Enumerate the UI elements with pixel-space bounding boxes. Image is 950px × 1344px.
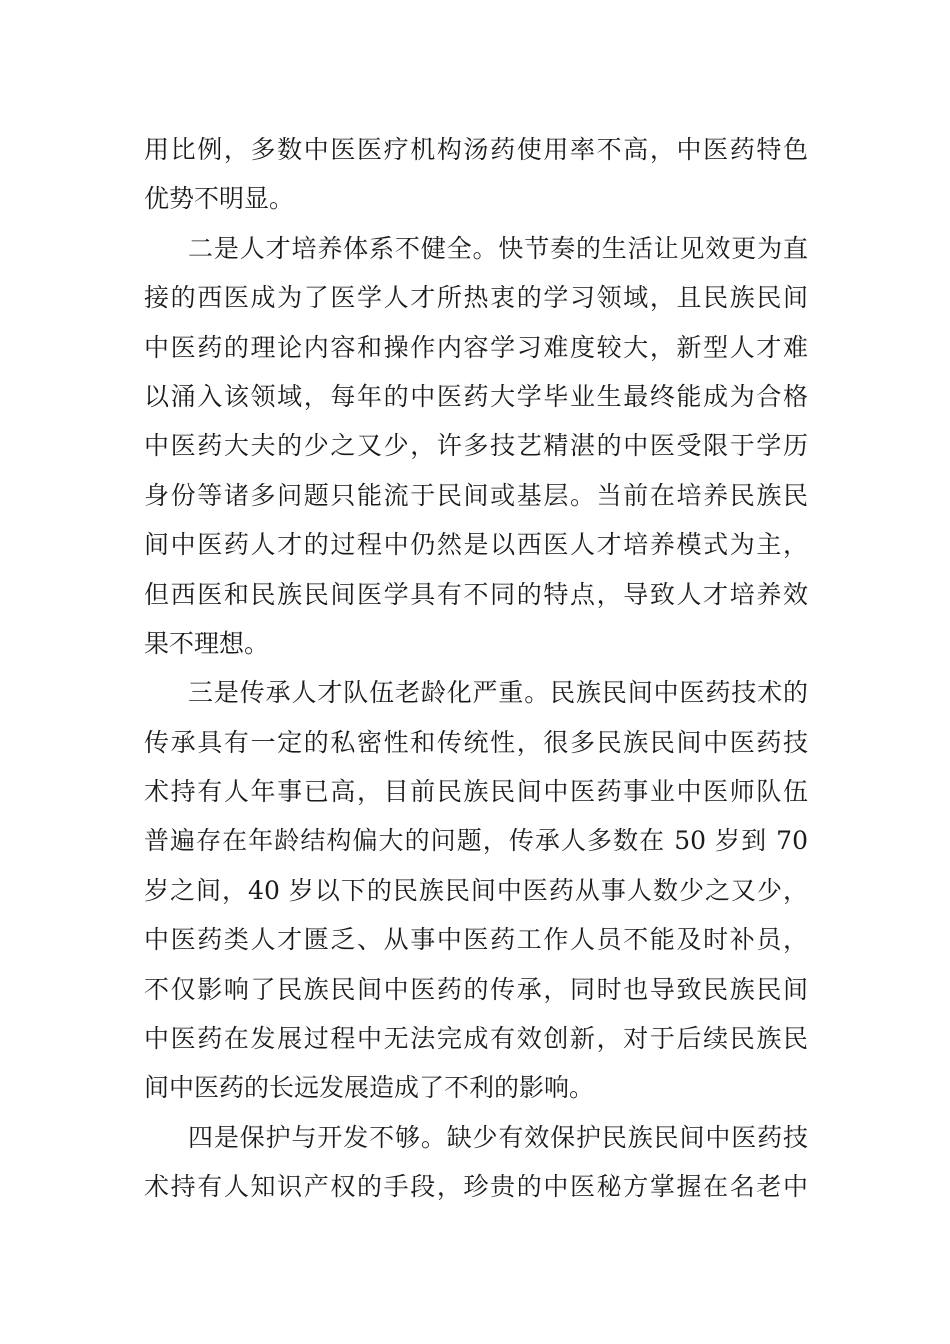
text-line: 术持有人年事已高，目前民族民间中医药事业中医师队伍 <box>144 777 808 807</box>
text-line: 术持有人知识产权的手段，珍贵的中医秘方掌握在名老中 <box>144 1172 808 1202</box>
text-line: 接的西医成为了医学人才所热衷的学习领域，且民族民间 <box>144 283 808 313</box>
paragraph-first-line: 四是保护与开发不够。缺少有效保护民族民间中医药技 <box>188 1122 808 1152</box>
text-line: 不仅影响了民族民间中医药的传承，同时也导致民族民间 <box>144 974 808 1004</box>
body-text <box>144 125 808 1212</box>
text-line: 用比例，多数中医医疗机构汤药使用率不高，中医药特色 <box>144 135 808 164</box>
text-line: 间中医药人才的过程中仍然是以西医人才培养模式为主， <box>144 530 808 560</box>
text-line: 果不理想。 <box>144 628 270 658</box>
text-line: 岁之间，40 岁以下的民族民间中医药从事人数少之又少， <box>144 875 808 905</box>
paragraph-first-line: 三是传承人才队伍老龄化严重。民族民间中医药技术的 <box>188 678 808 708</box>
text-line: 普遍存在年龄结构偏大的问题，传承人多数在 50 岁到 70 <box>144 826 808 856</box>
text-line: 身份等诸多问题只能流于民间或基层。当前在培养民族民 <box>144 480 808 510</box>
text-line: 中医药在发展过程中无法完成有效创新，对于后续民族民 <box>144 1024 808 1054</box>
text-line: 以涌入该领域，每年的中医药大学毕业生最终能成为合格 <box>144 381 808 411</box>
text-line: 间中医药的长远发展造成了不利的影响。 <box>144 1073 595 1103</box>
paragraph-first-line: 二是人才培养体系不健全。快节奏的生活让见效更为直 <box>188 233 808 263</box>
text-line: 但西医和民族民间医学具有不同的特点，导致人才培养效 <box>144 579 808 609</box>
text-line: 中医药大夫的少之又少，许多技艺精湛的中医受限于学历 <box>144 431 808 461</box>
text-line: 优势不明显。 <box>144 184 295 214</box>
text-line: 中医药类人才匮乏、从事中医药工作人员不能及时补员， <box>144 925 808 955</box>
text-line: 传承具有一定的私密性和传统性，很多民族民间中医药技 <box>144 727 808 757</box>
text-line: 中医药的理论内容和操作内容学习难度较大，新型人才难 <box>144 332 808 362</box>
